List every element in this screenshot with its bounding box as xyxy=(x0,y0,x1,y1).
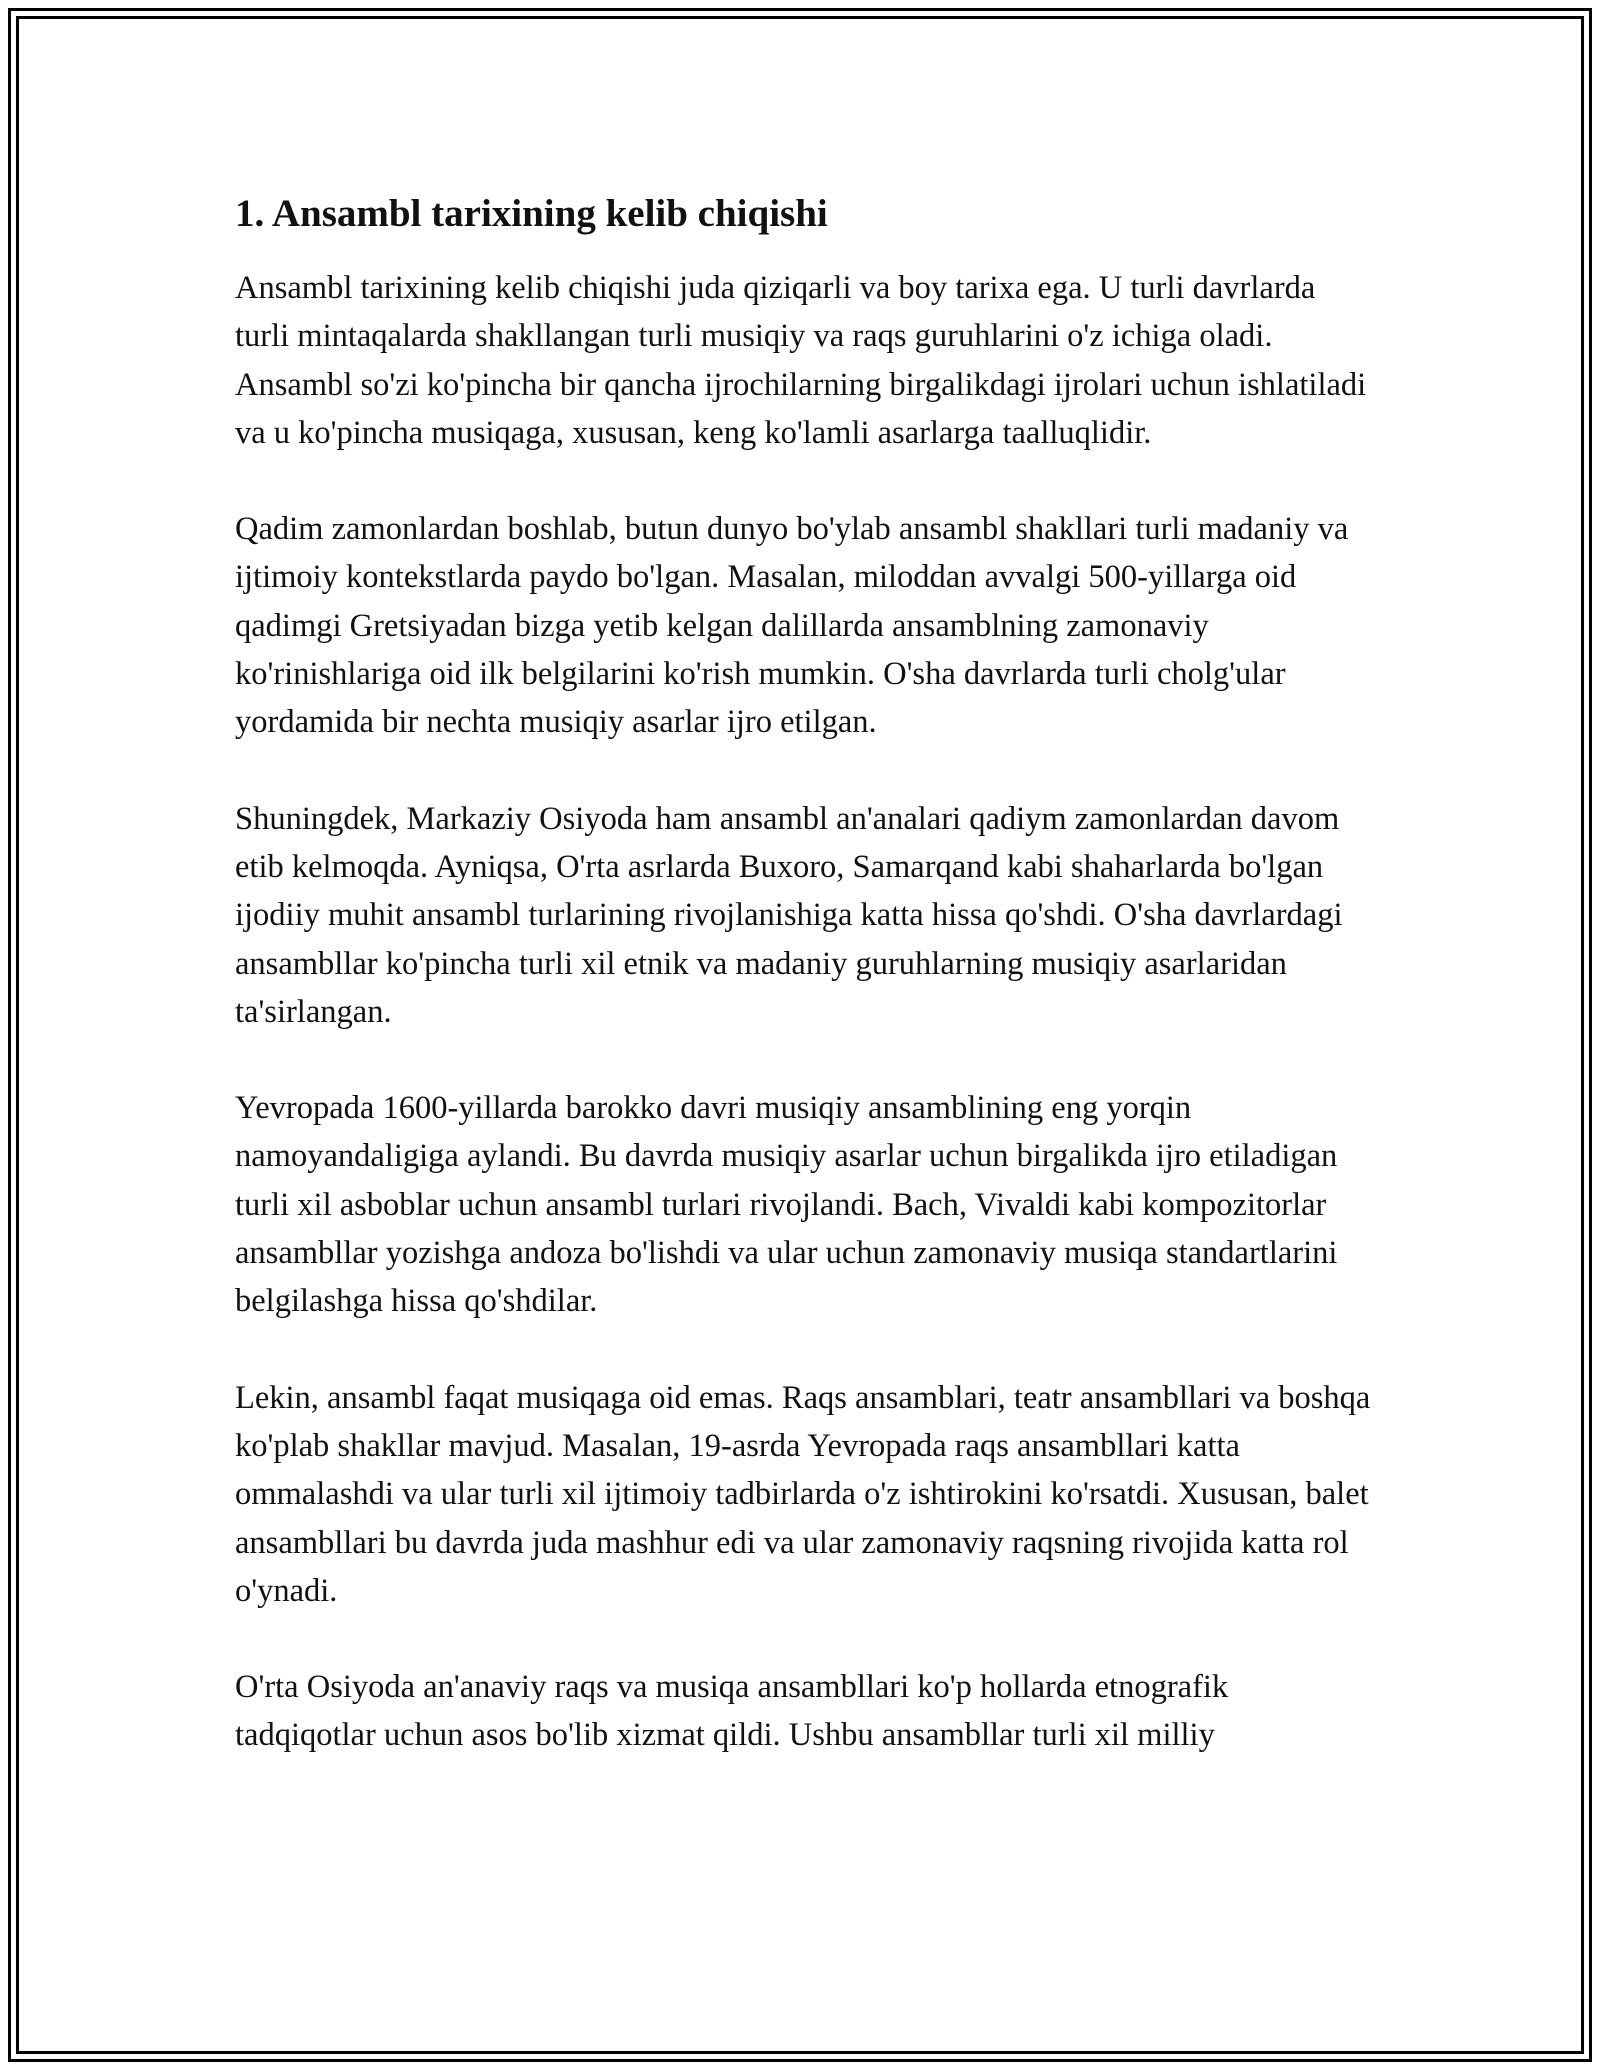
paragraph-1: Ansambl tarixining kelib chiqishi juda qiziqarli va boy tarixa ega. U turli davrlarda turli mintaqalarda shakllangan turli musiqiy va raqs guruhlarini o'z ichiga oladi. Ansambl so'zi ko'pincha bir qancha ijrochilarning birgalikdagi ijrolari uchun ishlatiladi va u ko'pincha musiqaga, xususan, keng ko'lamli asarlarga taalluqlidir. xyxy=(235,270,1367,451)
paragraph-6: O'rta Osiyoda an'anaviy raqs va musiqa ansambllari ko'p hollarda etnografik tadqiqotlar uchun asos bo'lib xizmat qildi. Ushbu ansambllar turli xil milliy xyxy=(235,1669,1229,1754)
document-body xyxy=(235,186,1371,1808)
paragraph-2: Qadim zamonlardan boshlab, butun dunyo bo'ylab ansambl shakllari turli madaniy va ijtimoiy kontekstlarda paydo bo'lgan. Masalan, miloddan avvalgi 500-yillarga oid qadimgi Gretsiyadan bizga yetib kelgan dalillarda ansamblning zamonaviy ko'rinishlariga oid ilk belgilarini ko'rish mumkin. O'sha davrlarda turli cholg'ular yordamida bir nechta musiqiy asarlar ijro etilgan. xyxy=(235,511,1349,741)
paragraph-4: Yevropada 1600-yillarda barokko davri musiqiy ansamblining eng yorqin namoyandaligiga aylandi. Bu davrda musiqiy asarlar uchun birgalikda ijro etiladigan turli xil asboblar uchun ansambl turlari rivojlandi. Bach, Vivaldi kabi kompozitorlar ansambllar yozishga andoza bo'lishdi va ular uchun zamonaviy musiqa standartlarini belgilashga hissa qo'shdilar. xyxy=(235,1090,1338,1320)
section-heading: 1. Ansambl tarixining kelib chiqishi xyxy=(235,192,828,235)
paragraph-3: Shuningdek, Markaziy Osiyoda ham ansambl an'analari qadiym zamonlardan davom etib kelmoqda. Ayniqsa, O'rta asrlarda Buxoro, Samarqand kabi shaharlarda bo'lgan ijodiiy muhit ansambl turlarining rivojlanishiga katta hissa qo'shdi. O'sha davrlardagi ansambllar ko'pincha turli xil etnik va madaniy guruhlarning musiqiy asarlaridan ta'sirlangan. xyxy=(235,800,1343,1030)
paragraph-5: Lekin, ansambl faqat musiqaga oid emas. Raqs ansamblari, teatr ansambllari va boshqa ko'plab shakllar mavjud. Masalan, 19-asrda Yevropada raqs ansambllari katta ommalashdi va ular turli xil ijtimoiy tadbirlarda o'z ishtirokini ko'rsatdi. Xususan, balet ansambllari bu davrda juda mashhur edi va ular zamonaviy raqsning rivojida katta rol o'ynadi. xyxy=(235,1379,1371,1609)
